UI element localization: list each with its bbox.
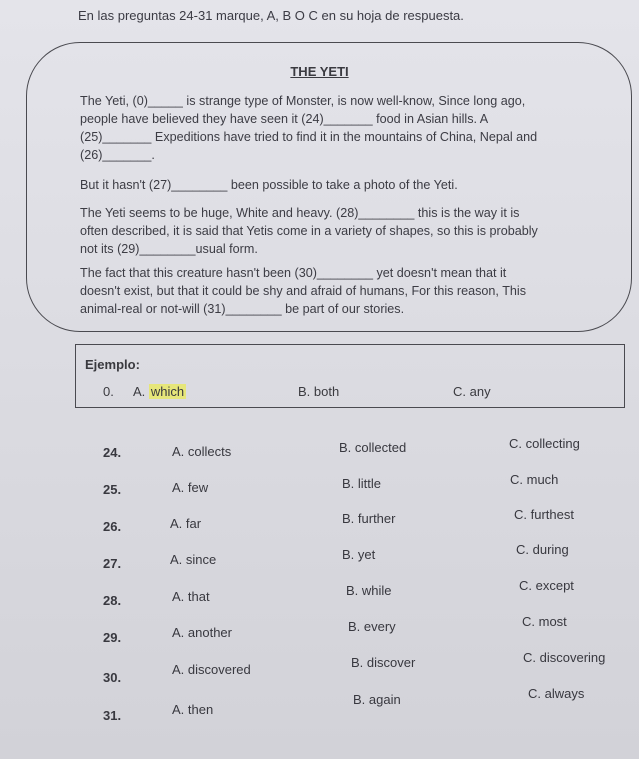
question-number: 25. (103, 482, 122, 497)
option-b: B. while (346, 583, 392, 598)
question-number: 26. (103, 519, 122, 534)
option-c: C. furthest (514, 507, 574, 522)
question-number: 29. (103, 630, 122, 645)
option-b: B. further (342, 511, 396, 526)
example-box (75, 344, 625, 408)
story-paragraph-3 (80, 204, 610, 258)
story-line: (25)_______ Expeditions have tried to find it in the mountains of China, Nepal and (80, 130, 538, 144)
option-b: B. little (342, 476, 382, 491)
example-answer-highlight: which (150, 384, 185, 399)
example-option-b: B. both (298, 384, 340, 399)
example-title: Ejemplo: (85, 357, 140, 372)
story-line: The Yeti, (0)_____ is strange type of Monster, is now well-know, Since long ago, (80, 94, 526, 108)
option-a: A. then (172, 702, 214, 717)
option-a: A. collects (172, 444, 232, 459)
option-c: C. during (516, 542, 569, 557)
question-number: 30. (103, 670, 122, 685)
story-line: The Yeti seems to be huge, White and heavy. (28)________ this is the way it is (80, 206, 520, 220)
option-a: A. far (170, 516, 202, 531)
option-a: A. that (172, 589, 210, 604)
option-b: B. yet (342, 547, 376, 562)
story-line: often described, it is said that Yetis come in a variety of shapes, so this is probably (80, 224, 538, 238)
story-title: THE YETI (290, 64, 349, 79)
option-b: B. discover (351, 655, 416, 670)
story-line: But it hasn't (27)________ been possible to take a photo of the Yeti. (80, 178, 458, 192)
story-line: doesn't exist, but that it could be shy and afraid of humans, For this reason, This (80, 284, 526, 298)
option-c: C. collecting (509, 436, 580, 451)
example-option-a (133, 384, 186, 399)
story-line: The fact that this creature hasn't been (30)________ yet doesn't mean that it (80, 266, 507, 280)
option-a: A. few (172, 480, 209, 495)
option-a: A. discovered (172, 662, 251, 677)
option-c: C. most (522, 614, 567, 629)
option-b: B. again (353, 692, 401, 707)
instruction-text: En las preguntas 24-31 marque, A, B O C en su hoja de respuesta. (78, 8, 464, 23)
story-line: (26)_______. (80, 148, 155, 162)
question-number: 24. (103, 445, 122, 460)
option-a: A. another (172, 625, 232, 640)
example-number: 0. (103, 384, 114, 399)
option-c: C. always (528, 686, 585, 701)
story-line: animal-real or not-will (31)________ be part of our stories. (80, 302, 405, 316)
question-number: 27. (103, 556, 122, 571)
story-paragraph-4 (80, 264, 610, 318)
option-c: C. discovering (523, 650, 606, 665)
story-line: people have believed they have seen it (24)_______ food in Asian hills. A (80, 112, 489, 126)
option-c: C. much (510, 472, 559, 487)
example-option-c: C. any (453, 384, 491, 399)
option-b: B. every (348, 619, 396, 634)
story-line: not its (29)________usual form. (80, 242, 258, 256)
option-b: B. collected (339, 440, 407, 455)
option-a: A. since (170, 552, 217, 567)
example-option-a-letter: A. (133, 384, 146, 399)
option-c: C. except (519, 578, 574, 593)
question-number: 28. (103, 593, 122, 608)
story-paragraph-1 (80, 92, 610, 164)
question-number: 31. (103, 708, 122, 723)
story-paragraph-2 (80, 176, 610, 194)
